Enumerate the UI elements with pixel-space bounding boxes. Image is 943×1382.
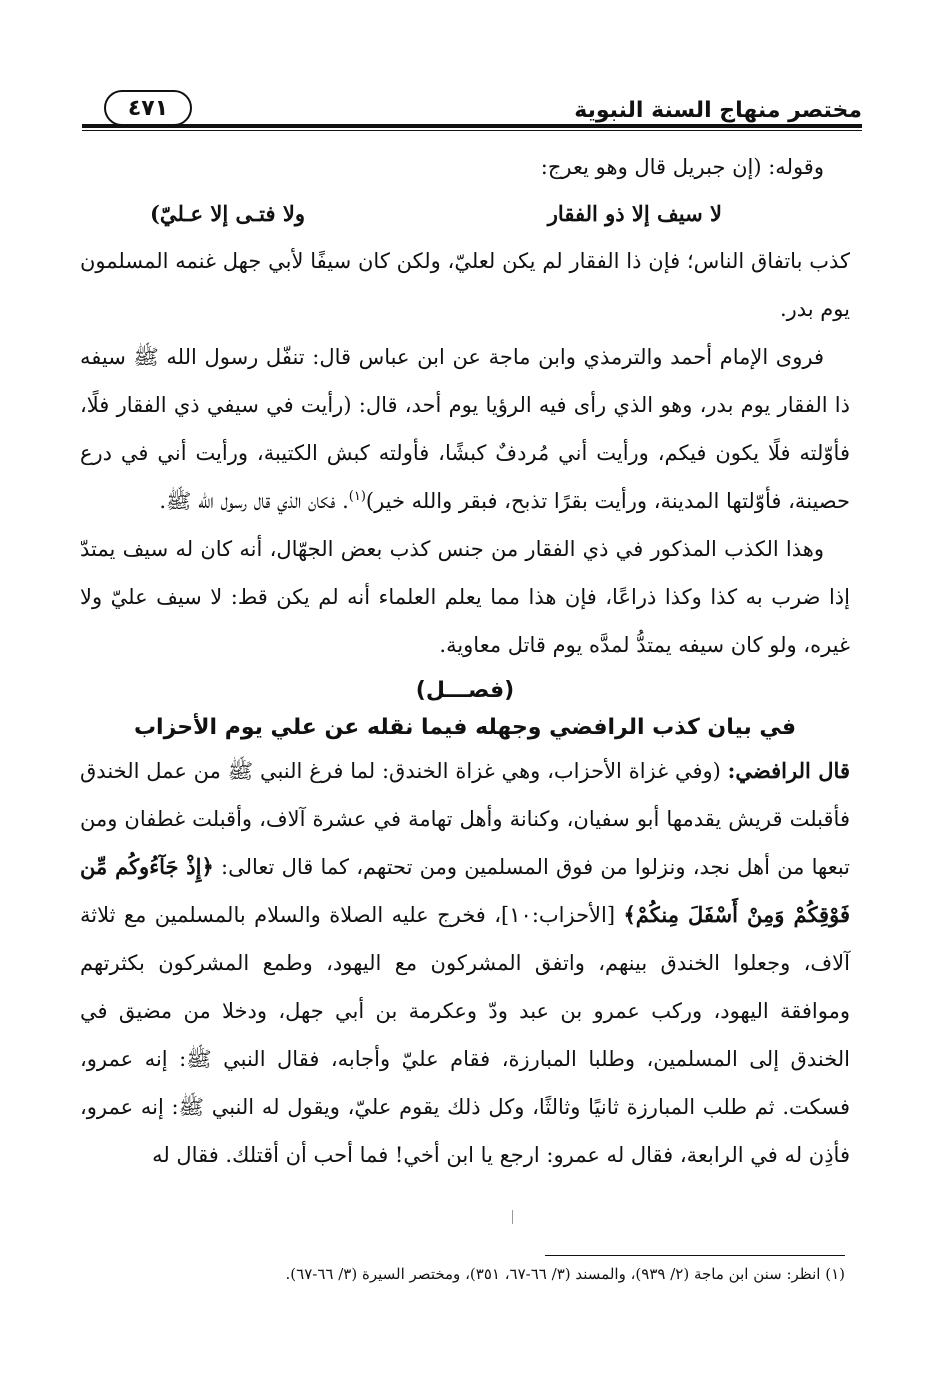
page-number: ٤٧١ — [104, 90, 192, 126]
paragraph — [80, 333, 850, 525]
section-subheading: في بيان كذب الرافضي وجهله فيما نقله عن علي يوم الأحزاب — [133, 715, 797, 740]
paragraph-text: . فكان الذي قال رسول الله ﷺ. — [159, 489, 349, 513]
paragraph — [80, 747, 850, 1179]
page-header — [82, 78, 862, 132]
running-title: مختصر منهاج السنة النبوية — [574, 98, 862, 123]
footnote-marker: (١) — [348, 489, 366, 504]
quran-quote: ﴿إِذْ جَآءُوكُم مِّن فَوْقِكُمْ وَمِنْ أَسْفَلَ مِنكُمْ﴾ — [80, 854, 850, 927]
paragraph: وقوله: (إن جبريل قال وهو يعرج: — [540, 155, 824, 179]
verse-first-hemistich: لا سيف إلا ذو الفقار — [547, 201, 722, 226]
footnote: (١) انظر: سنن ابن ماجة (٢/ ٩٣٩)، والمسند (٣/ ٦٦-٦٧، ٣٥١)، ومختصر السيرة (٣/ ٦٦-٦٧). — [285, 1265, 845, 1283]
print-mark — [512, 1210, 513, 1224]
header-rule — [82, 124, 862, 128]
section-heading: (فصـــل) — [415, 678, 515, 703]
speaker-lead: قال الرافضي: — [727, 758, 850, 783]
footnote-rule — [545, 1255, 845, 1256]
quran-reference: [الأحزاب:١٠] — [501, 903, 624, 927]
paragraph-text: فروى الإمام أحمد والترمذي وابن ماجة عن ابن عباس قال: تنفّل رسول الله ﷺ سيفه ذا الفقار يوم بدر، وهو الذي رأى فيه الرؤيا يوم أحد، قال: (رأيت في سيفي ذي الفقار فلًا، فأوّلته فلًا يكون فيكم، ورأيت أني مُردفٌ كبشًا، فأولته كبش الكتيبة، ورأيت أني في درع حصينة، فأوّلتها المدينة، ورأيت بقرًا تذبح، فبقر والله خير) — [80, 345, 850, 513]
poetry-verse — [80, 191, 850, 237]
main-text — [80, 143, 850, 1179]
paragraph-text: ، فخرج عليه الصلاة والسلام بالمسلمين مع ثلاثة آلاف، وجعلوا الخندق بينهم، واتفق المشركون مع اليهود، وطمع المشركون بكثرتهم وموافقة اليهود، وركب عمرو بن عبد ودّ وعكرمة بن أبي جهل، ودخلا من مضيق في الخندق إلى المسلمين، وطلبا المبارزة، فقام عليّ وأجابه، فقال النبي ﷺ: إنه عمرو، فسكت. ثم طلب المبارزة ثانيًا وثالثًا، وكل ذلك يقوم عليّ، ويقول له النبي ﷺ: إنه عمرو، فأذِن له في الرابعة، فقال له عمرو: ارجع يا ابن أخي! فما أحب أن أقتلك. فقال له — [80, 903, 850, 1167]
verse-second-hemistich: ولا فتـى إلا عـليّ) — [150, 201, 305, 226]
paragraph-text: (وفي غزاة الأحزاب، وهي غزاة الخندق: لما فرغ النبي ﷺ من عمل الخندق فأقبلت قريش يقدمها أبو سفيان، وكنانة وأهل تهامة في عشرة آلاف، وأقبلت غطفان ومن تبعها من أهل نجد، ونزلوا من فوق المسلمين ومن تحتهم، كما قال تعالى: — [80, 759, 851, 879]
paragraph: وهذا الكذب المذكور في ذي الفقار من جنس كذب بعض الجهّال، أنه كان له سيف يمتدّ إذا ضرب به كذا وكذا ذراعًا، فإن هذا مما يعلم العلماء أنه لم يكن قط: لا سيف عليّ ولا غيره، ولو كان سيفه يمتدُّ لمدَّه يوم قاتل معاوية. — [80, 537, 850, 657]
header-rule-thin — [82, 130, 862, 131]
paragraph: كذب باتفاق الناس؛ فإن ذا الفقار لم يكن لعليّ، ولكن كان سيفًا لأبي جهل غنمه المسلمون يوم بدر. — [80, 249, 850, 321]
